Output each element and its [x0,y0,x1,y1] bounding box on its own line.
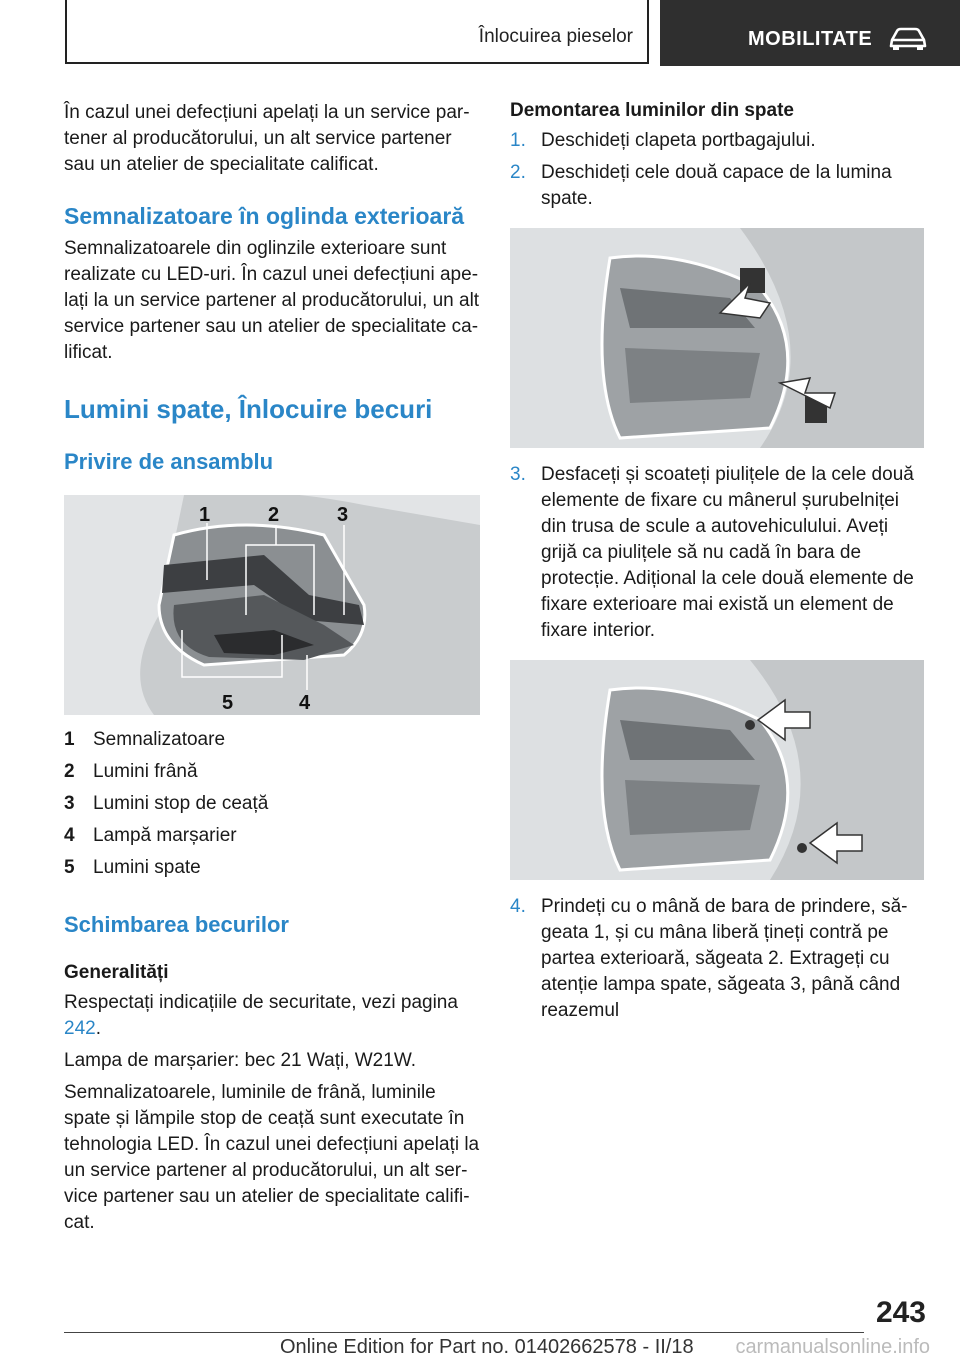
legend-num: 5 [64,857,75,878]
safety-end: . [95,1018,101,1039]
figure-label-3: 3 [337,504,349,526]
header-chapter-box [660,0,960,66]
step-number: 1. [510,130,526,151]
header-section-title: Înlocuirea pieselor [478,26,633,47]
footer-edition: Online Edition for Part no. 01402662578 - II/18 [280,1336,694,1358]
unscrew-nuts-figure [510,660,924,880]
tail-light-diagram [64,495,480,715]
reverse-bulb-paragraph: Lampa de marșarier: bec 21 Wați, W21W. [64,1050,416,1071]
car-icon [888,26,928,52]
figure-label-5: 5 [222,692,234,714]
steps-list-a [510,128,924,212]
legend-item [64,852,480,884]
footer-divider [64,1332,864,1333]
legend-text: Lumini stop de ceață [93,793,269,814]
step-item [510,160,924,212]
header-chapter-title: MOBILITATE [748,28,873,50]
step-text: Deschideți clapeta portbagajului. [541,130,816,151]
unscrew-nuts-illustration [510,660,924,880]
bulb-change-heading: Schimbarea becurilor [64,912,289,937]
step-number: 3. [510,464,526,485]
legend-item [64,788,480,820]
legend-num: 2 [64,761,75,782]
legend-text: Semnalizatoare [93,729,226,750]
removal-heading: Demontarea luminilor din spate [510,100,794,121]
step-number: 4. [510,896,526,917]
legend-text: Lampă marșarier [93,825,237,846]
step-number: 2. [510,162,526,183]
step-text: Deschideți cele două capace de la lumina spate. [541,162,892,209]
safety-text: Respectați indicațiile de securitate, vezi pagina [64,992,458,1013]
footer-watermark: carmanualsonline.info [735,1336,930,1358]
step-item [510,462,924,644]
step-text: Desfaceți și scoateți piulițele de la cele două elemente de fixare cu mânerul șurubelniței din trusa de scule a autovehiculului. Aveți grijă ca piulițele să nu cadă în bara de protecție. Adițional la cele două elemente de fixare exterioare mai există un element de fixare interior. [541,464,914,641]
figure-label-4: 4 [299,692,311,714]
safety-page-link[interactable]: 242 [64,1018,96,1039]
left-column [64,100,480,1236]
led-paragraph: Semnalizatoarele, luminile de frână, luminile spate și lămpile stop de ceață sunt executate în tehnologia LED. În cazul unei defecțiuni apelați la un service partener al producătorului, un alt service partener sau un atelier de specialitate calificat. [64,1082,480,1233]
legend-num: 3 [64,793,75,814]
steps-list-b [510,462,924,644]
mirror-paragraph: Semnalizatoarele din oglinzile exterioare sunt realizate cu LED-uri. În cazul unei defecțiuni apelați la un service partener al producătorului, un alt service partener sau un atelier de specialitate calificat. [64,238,480,363]
legend-item [64,724,480,756]
step-text: Prindeți cu o mână de bara de prindere, săgeata 1, și cu mâna liberă țineți contră pe partea exterioară, săgeata 2. Extrageți cu atenție lampa spate, săgeata 3, până când reazemul [541,896,908,1021]
right-column [510,100,924,1024]
legend-num: 4 [64,825,75,846]
legend-item [64,820,480,852]
legend-num: 1 [64,729,75,750]
overview-heading: Privire de ansamblu [64,449,274,474]
legend-text: Lumini spate [93,857,201,878]
general-heading: Generalități [64,962,169,983]
page-header [0,0,960,66]
figure-label-2: 2 [268,504,280,526]
legend-list [64,724,480,884]
mirror-heading: Semnalizatoare în oglinda exterioară [64,203,465,229]
figure-label-1: 1 [199,504,211,526]
open-covers-figure [510,228,924,448]
step-item [510,894,924,1024]
steps-list-c [510,894,924,1024]
step-item [510,128,924,154]
legend-item [64,756,480,788]
tail-light-overview-figure [64,495,480,715]
header-section-box [65,0,649,64]
page-number: 243 [875,1296,926,1329]
open-covers-illustration [510,228,924,448]
legend-text: Lumini frână [93,761,198,782]
safety-paragraph [64,990,480,1042]
intro-paragraph: În cazul unei defecțiuni apelați la un service partener al producătorului, un alt service partener sau un atelier de specialitate calificat. [64,102,470,175]
rear-lights-heading: Lumini spate, Înlocuire becuri [64,394,433,424]
